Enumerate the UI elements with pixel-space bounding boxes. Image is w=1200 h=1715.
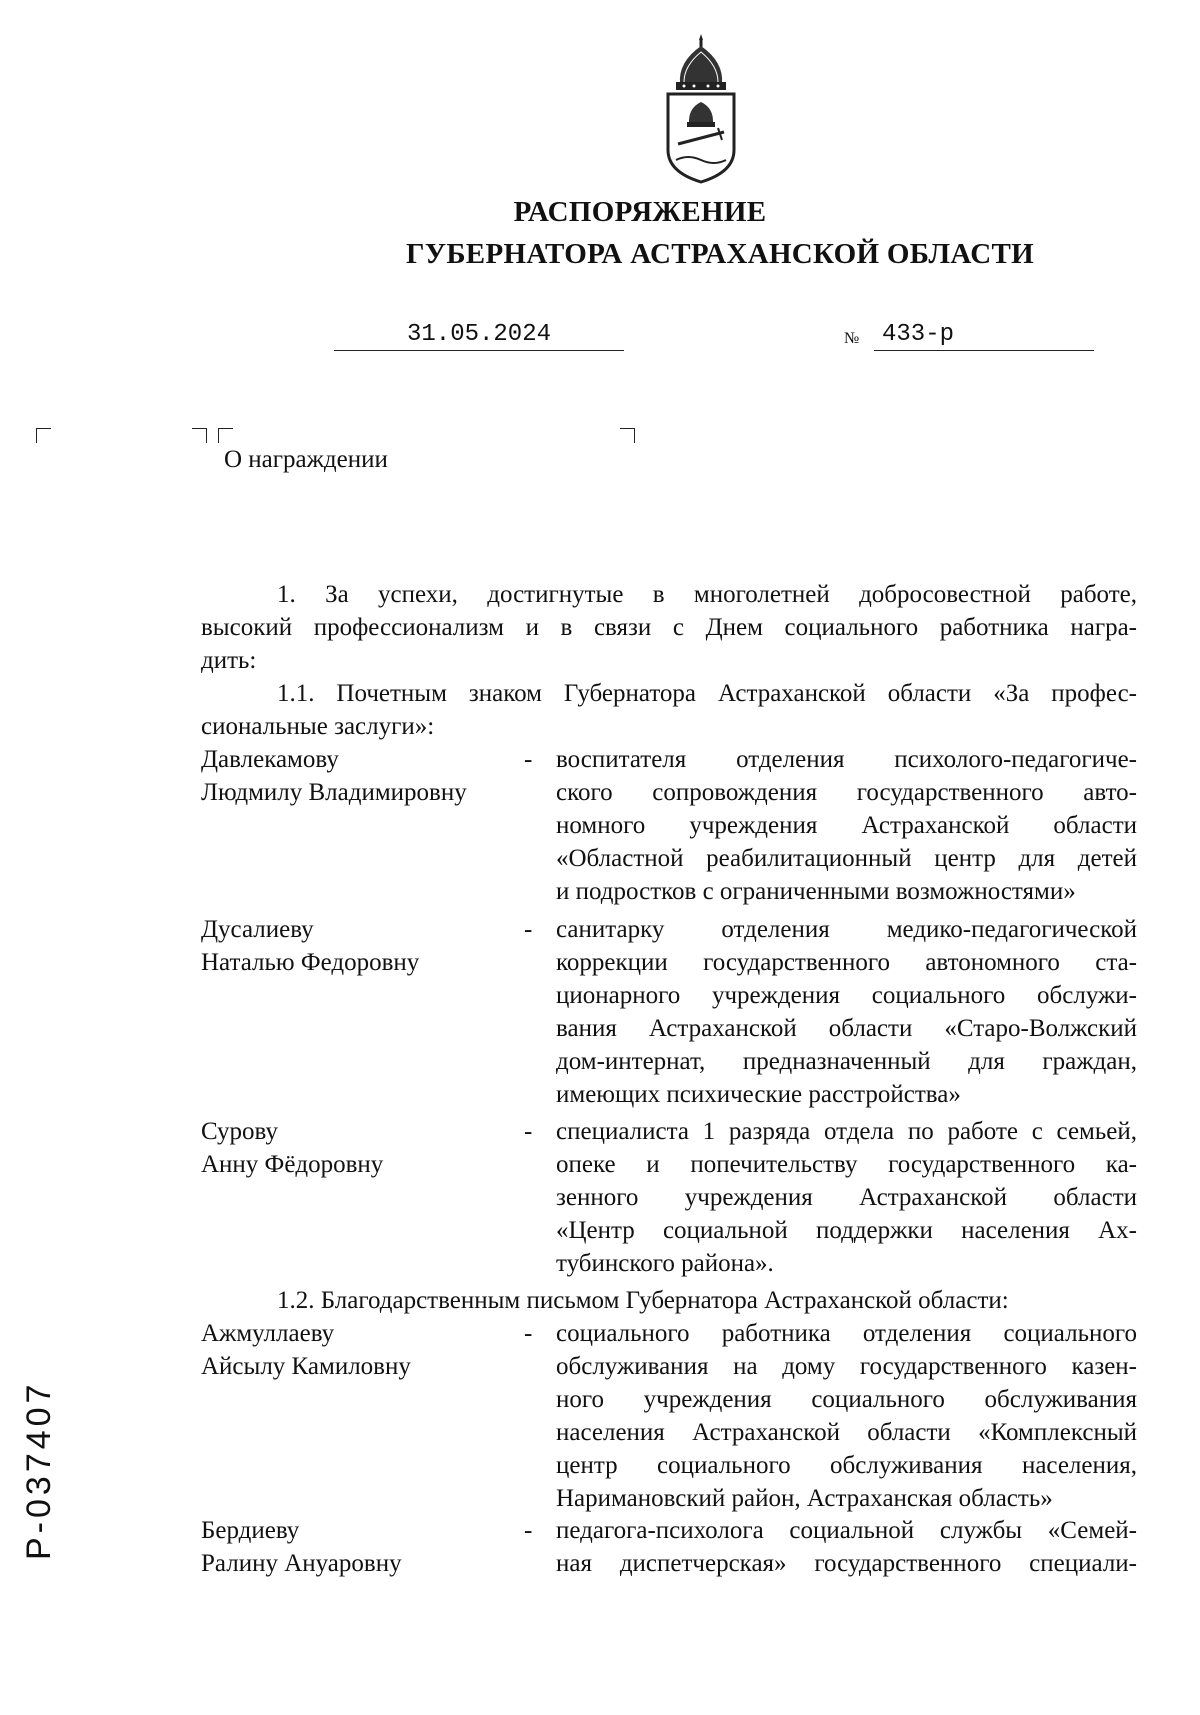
dash-separator: -	[524, 746, 533, 773]
description-line: педагога-психолога социальной службы «Семей-	[556, 1517, 1137, 1544]
corner-mark	[218, 428, 233, 443]
document-date: 31.05.2024	[334, 320, 624, 351]
section-heading: 1.2. Благодарственным письмом Губернатора Астраханской области:	[277, 1287, 1009, 1314]
description-line: коррекции государственного автономного ста-	[556, 949, 1137, 976]
awardee-description	[556, 913, 1137, 1111]
awardee-name: Бердиеву Ралину Ануаровну	[201, 1517, 402, 1577]
number-label: №	[844, 330, 860, 347]
awardee-description	[556, 1514, 1137, 1580]
awardee-description	[556, 1317, 1137, 1515]
paragraph-line: высокий профессионализм и в связи с Днем социального работника награ-	[201, 614, 1137, 641]
description-line: Наримановский район, Астраханская область»	[556, 1485, 1053, 1512]
section-heading: 1.1. Почетным знаком Губернатора Астраханской области «За профес-	[277, 680, 1137, 707]
awardee-name: Дусалиеву Наталью Федоровну	[201, 916, 420, 976]
description-line: опеке и попечительству государственного ка-	[556, 1151, 1137, 1178]
description-line: тубинского района».	[556, 1250, 774, 1277]
issuer-title: ГУБЕРНАТОРА АСТРАХАНСКОЙ ОБЛАСТИ	[406, 238, 1034, 270]
description-line: обслуживания на дому государственного казен-	[556, 1353, 1137, 1380]
description-line: воспитателя отделения психолого-педагогиче-	[556, 746, 1137, 773]
document-number: 433-р	[874, 320, 1094, 351]
subject-line: О награждении	[224, 446, 388, 473]
paragraph-line: дить:	[201, 647, 257, 674]
description-line: ского сопровождения государственного авто-	[556, 779, 1137, 806]
blank-serial-number: Р-037407	[20, 1380, 58, 1560]
description-line: центр социального обслуживания населения,	[556, 1452, 1137, 1479]
description-line: ционарного учреждения социального обслужи-	[556, 982, 1137, 1009]
awardee-name: Ажмуллаеву Айсылу Камиловну	[201, 1320, 411, 1380]
document-type-title: РАСПОРЯЖЕНИЕ	[513, 196, 767, 228]
dash-separator: -	[524, 1118, 533, 1145]
description-line: номного учреждения Астраханской области	[556, 812, 1137, 839]
dash-separator: -	[524, 916, 533, 943]
description-line: и подростков с ограниченными возможностями»	[556, 878, 1076, 905]
astrakhan-coat-of-arms-icon	[662, 32, 740, 184]
description-line: зенного учреждения Астраханской области	[556, 1184, 1137, 1211]
corner-mark	[36, 428, 51, 443]
corner-mark	[620, 428, 635, 443]
dash-separator: -	[524, 1320, 533, 1347]
description-line: санитарку отделения медико-педагогической	[556, 916, 1137, 943]
description-line: дом-интернат, предназначенный для граждан,	[556, 1048, 1137, 1075]
description-line: имеющих психические расстройства»	[556, 1081, 961, 1108]
description-line: специалиста 1 разряда отдела по работе с семьей,	[556, 1118, 1137, 1145]
awardee-name: Сурову Анну Фёдоровну	[201, 1118, 384, 1178]
description-line: вания Астраханской области «Старо-Волжский	[556, 1015, 1137, 1042]
dash-separator: -	[524, 1517, 533, 1544]
description-line: населения Астраханской области «Комплексный	[556, 1419, 1137, 1446]
awardee-description	[556, 743, 1137, 908]
description-line: ного учреждения социального обслуживания	[556, 1386, 1137, 1413]
paragraph-line: 1. За успехи, достигнутые в многолетней добросовестной работе,	[277, 581, 1137, 608]
awardee-name: Давлекамову Людмилу Владимировну	[201, 746, 467, 806]
awardee-description	[556, 1115, 1137, 1280]
corner-mark	[192, 428, 207, 443]
description-line: ная диспетчерская» государственного специали-	[556, 1550, 1137, 1577]
section-heading: сиональные заслуги»:	[201, 713, 435, 740]
description-line: социального работника отделения социального	[556, 1320, 1137, 1347]
description-line: «Областной реабилитационный центр для детей	[556, 845, 1137, 872]
description-line: «Центр социальной поддержки населения Ах-	[556, 1217, 1137, 1244]
